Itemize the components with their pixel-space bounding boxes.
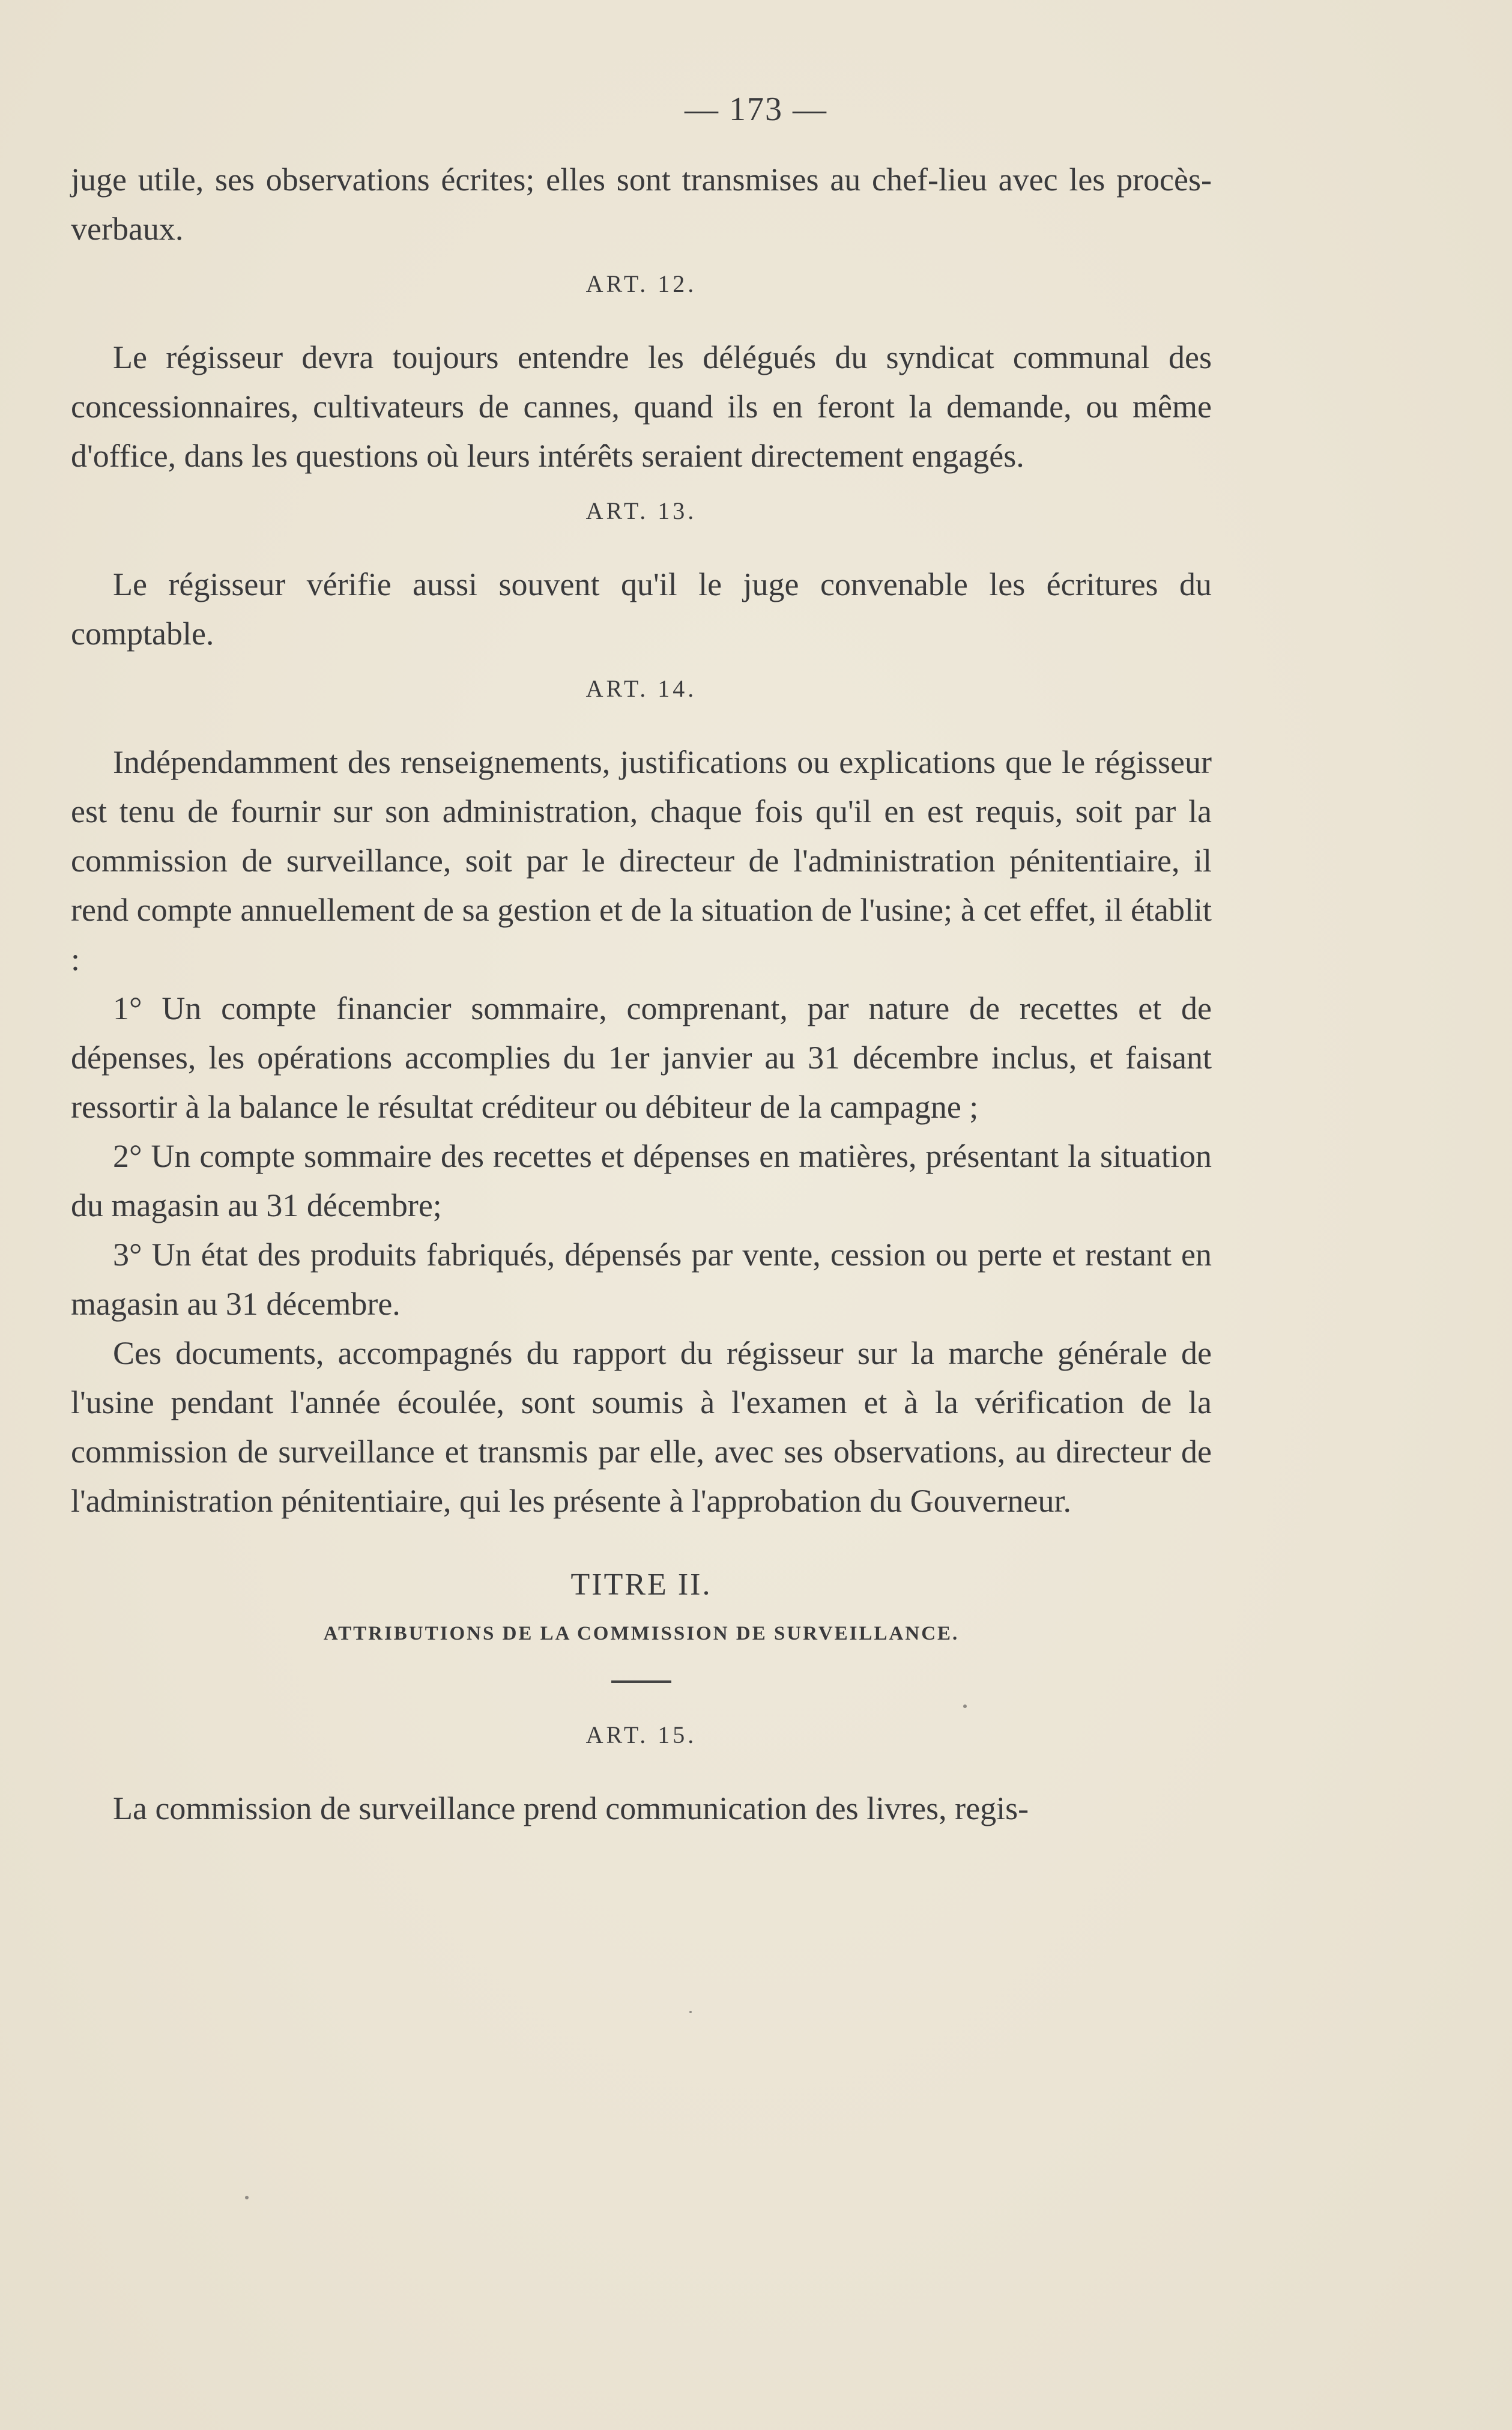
section-divider [611, 1680, 671, 1683]
continuation-paragraph: juge utile, ses observations écrites; elles sont transmises au chef-lieu avec les procès-verbaux. [71, 162, 1212, 247]
article-15-heading: ART. 15. [585, 1721, 697, 1748]
article-13-text: Le régisseur vérifie aussi souvent qu'il le juge convenable les écritures du comptable. [71, 566, 1212, 652]
article-13-heading: ART. 13. [585, 497, 697, 524]
article-14-item-2: 2° Un compte sommaire des recettes et dépenses en matières, présentant la situation du magasin au 31 décembre; [71, 1138, 1212, 1223]
article-14-item-3: 3° Un état des produits fabriqués, dépensés par vente, cession ou perte et restant en magasin au 31 décembre. [71, 1237, 1212, 1322]
page-number: — 173 — [685, 91, 827, 128]
article-14-heading: ART. 14. [585, 675, 697, 702]
title-subheading: ATTRIBUTIONS DE LA COMMISSION DE SURVEILLANCE. [323, 1623, 960, 1644]
article-12-heading: ART. 12. [585, 270, 697, 297]
article-12-text: Le régisseur devra toujours entendre les délégués du syndicat communal des concessionnaires, cultivateurs de cannes, quand ils en feront la demande, ou même d'office, dans les questions où leurs intérêts seraient directement engagés. [71, 339, 1212, 474]
title-heading: TITRE II. [570, 1568, 712, 1602]
paper-speck [963, 1704, 967, 1708]
article-15-text: La commission de surveillance prend communication des livres, regis- [113, 1790, 1029, 1826]
paper-speck [245, 2196, 249, 2199]
article-14-item-1: 1° Un compte financier sommaire, comprenant, par nature de recettes et de dépenses, les opérations accomplies du 1er janvier au 31 décembre inclus, et faisant ressortir à la balance le résultat créditeur ou débiteur de la campagne ; [71, 990, 1212, 1125]
article-14-text: Indépendamment des renseignements, justifications ou explications que le régisseur est tenu de fournir sur son administration, chaque fois qu'il en est requis, soit par la commission de surveillance, soit par le directeur de l'administration pénitentiaire, il rend compte annuellement de sa gestion et de la situation de l'usine; à cet effet, il établit : [71, 744, 1212, 977]
article-14-closing: Ces documents, accompagnés du rapport du régisseur sur la marche générale de l'usine pendant l'année écoulée, sont soumis à l'examen et à la vérification de la commission de surveillance et transmis par elle, avec ses observations, au directeur de l'administration pénitentiaire, qui les présente à l'approbation du Gouverneur. [71, 1335, 1212, 1519]
body-text [71, 155, 1212, 1833]
paper-speck [689, 2011, 692, 2013]
